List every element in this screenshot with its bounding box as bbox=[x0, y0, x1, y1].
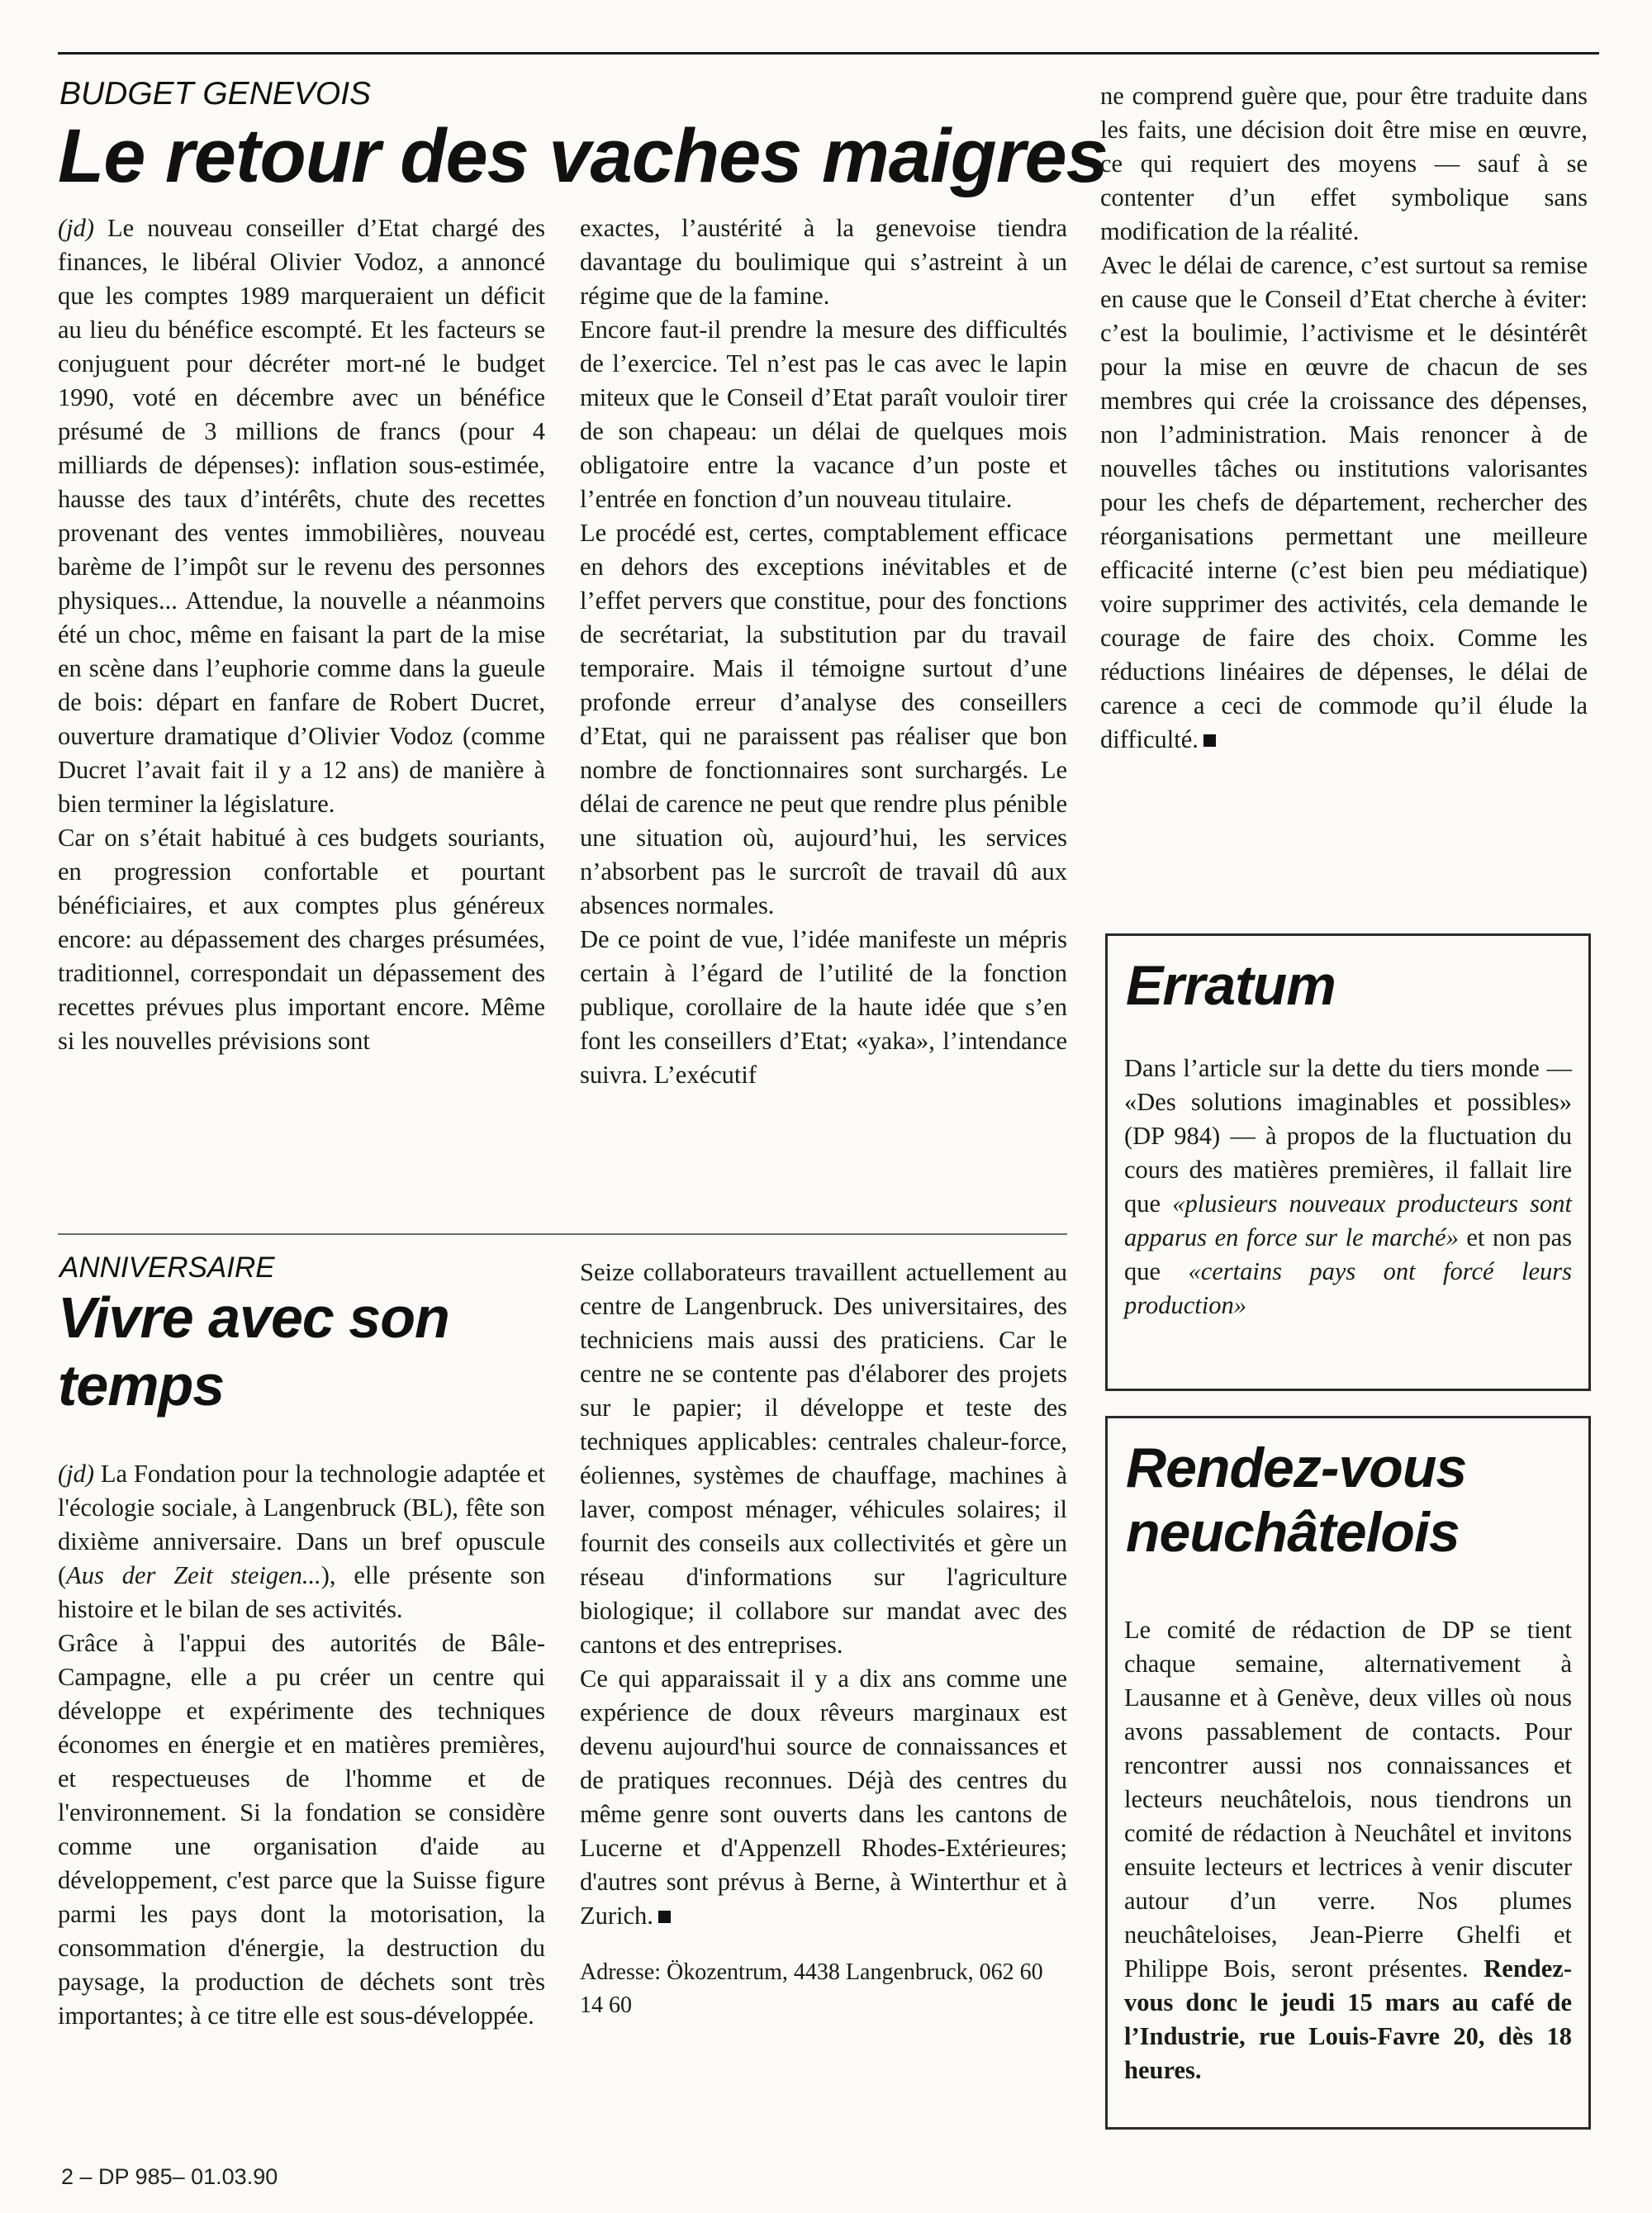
byline: (jd) bbox=[58, 1460, 95, 1488]
event-details: Rendez-vous donc le jeudi 15 mars au café de l’Industrie, rue Louis-Favre 20, dès 18 heures. bbox=[1124, 1954, 1572, 2084]
article1-kicker: BUDGET GENEVOIS bbox=[59, 76, 372, 112]
rendezvous-box bbox=[1105, 1416, 1591, 2130]
article2-column-2 bbox=[580, 1256, 1067, 2022]
paragraph bbox=[1124, 1052, 1572, 1323]
address: Adresse: Ökozentrum, 4438 Langenbruck, 062 60 14 60 bbox=[580, 1959, 1043, 2018]
paragraph bbox=[58, 1457, 545, 1627]
paragraph-text: Dans l’article sur la dette du tiers monde — «Des solutions imaginables et possibles» (DP 984) — à propos de la fluctuation du cours des matières premières, il fallait lire que bbox=[1124, 1054, 1572, 1218]
article2-title-line1: Vivre avec son bbox=[58, 1285, 449, 1350]
quote: «certains pays ont forcé leurs production» bbox=[1124, 1257, 1572, 1319]
paragraph-text: ), elle présente son histoire et le bilan de ses activités. bbox=[58, 1561, 545, 1623]
rendezvous-text bbox=[1124, 1613, 1572, 2087]
paragraph bbox=[1100, 249, 1588, 757]
page-footer: 2 – DP 985– 01.03.90 bbox=[61, 2164, 278, 2189]
paragraph-text: Avec le délai de carence, c’est surtout sa remise en cause que le Conseil d’Etat cherche à éviter: c’est la boulimie, l’activisme et le désintérêt pour la mise en œuvre de chacun de ses membres qui crée la croissance des dépenses, non l’administration. Mais renoncer à de nouvelles tâches ou institutions valorisantes pour les chefs de département, rechercher des réorganisations permettant une meilleure efficacité interne (c’est bien peu médiatique) voire supprimer des activités, cela demande le courage de faire des choix. Comme les réductions linéaires de dépenses, le délai de carence a ceci de commode qu’il élude la difficulté. bbox=[1100, 251, 1588, 753]
book-title: Aus der Zeit steigen... bbox=[66, 1561, 321, 1589]
paragraph bbox=[580, 1662, 1067, 1933]
paragraph: Seize collaborateurs travaillent actuellement au centre de Langenbruck. Des universitaires, des techniciens mais aussi des praticiens. Car le centre ne se contente pas d'élaborer des projets sur le papier; il développe et teste des techniques applicables: centrales chaleur-force, éoliennes, systèmes de chauffage, machines à laver, compost ménager, véhicules solaires; il fournit des conseils aux collectivités et gère un réseau d'informations sur l'agriculture biologique; il collabore sur mandat avec des cantons et des entreprises. bbox=[580, 1258, 1067, 1659]
section-rule bbox=[58, 1233, 1067, 1235]
paragraph-text: La Fondation pour la technologie adaptée et l'écologie sociale, à Langenbruck (BL), fête son dixième anniversaire. Dans un bref opuscule ( bbox=[58, 1460, 545, 1589]
paragraph: Le procédé est, certes, comptablement efficace en dehors des exceptions inévitables et de l’effet pervers que constitue, pour des fonctions de secrétariat, la substitution par du travail temporaire. Mais il témoigne surtout d’une profonde erreur d’analyse des conseillers d’Etat, qui ne paraissent pas réaliser que bon nombre de fonctionnaires sont surchargés. Le délai de carence ne peut que rendre plus pénible une situation où, aujourd’hui, les services n’absorbent pas le surcroît de travail dû aux absences normales. bbox=[580, 519, 1067, 919]
article2-kicker: ANNIVERSAIRE bbox=[59, 1251, 275, 1284]
paragraph: Grâce à l'appui des autorités de Bâle-Campagne, elle a pu créer un centre qui développe et expérimente des techniques économes en énergie et en matières premières, et respectueuses de l'homme et de l'environnement. Si la fondation se considère comme une organisation d'aide au développement, c'est parce que la Suisse figure parmi les pays dont la motorisation, la consommation d'énergie, la destruction du paysage, la production de déchets sont très importantes; à ce titre elle est sous-développée. bbox=[58, 1629, 545, 2030]
erratum-box bbox=[1105, 933, 1591, 1391]
article2-column-1 bbox=[58, 1457, 545, 2033]
article2-title-line2: temps bbox=[58, 1353, 225, 1418]
rendezvous-title-line1: Rendez-vous bbox=[1126, 1437, 1467, 1499]
erratum-text bbox=[1124, 1052, 1572, 1323]
end-mark-icon bbox=[1203, 734, 1216, 747]
quote: «plusieurs nouveaux producteurs sont apparus en force sur le marché» bbox=[1124, 1190, 1572, 1251]
paragraph bbox=[1124, 1613, 1572, 2087]
paragraph: Encore faut-il prendre la mesure des difficultés de l’exercice. Tel n’est pas le cas avec le lapin miteux que le Conseil d’Etat paraît vouloir tirer de son chapeau: un délai de quelques mois obligatoire entre la vacance d’un poste et l’entrée en fonction d’un nouveau titulaire. bbox=[580, 316, 1067, 513]
article1-column-3 bbox=[1100, 79, 1588, 757]
paragraph-text: Le nouveau conseiller d’Etat chargé des finances, le libéral Olivier Vodoz, a annoncé que les comptes 1989 marqueraient un déficit au lieu du bénéfice escompté. Et les facteurs se conjuguent pour décréter mort-né le budget 1990, voté en décembre avec un bénéfice présumé de 3 millions de francs (pour 4 milliards de dépenses): inflation sous-estimée, hausse des taux d’intérêts, chute des recettes provenant des ventes immobilières, nouveau barème de l’impôt sur le revenu des personnes physiques... Attendue, la nouvelle a néanmoins été un choc, même en faisant la part de la mise en scène dans l’euphorie comme dans la gueule de bois: départ en fanfare de Robert Ducret, ouverture dramatique d’Olivier Vodoz (comme Ducret l’avait fait il y a 12 ans) de manière à bien terminer la législature. bbox=[58, 214, 545, 818]
paragraph: exactes, l’austérité à la genevoise tiendra davantage du boulimique qui s’astreint à un régime que de la famine. bbox=[580, 214, 1067, 310]
paragraph: ne comprend guère que, pour être traduite dans les faits, une décision doit être mise en œuvre, ce qui requiert des moyens — sauf à se contenter d’un effet symbolique sans modification de la réalité. bbox=[1100, 82, 1588, 245]
erratum-title: Erratum bbox=[1126, 954, 1336, 1017]
paragraph: De ce point de vue, l’idée manifeste un mépris certain à l’égard de l’utilité de la fonction publique, corollaire de la haute idée que s’en font les conseillers d’Etat; «yaka», l’intendance suivra. L’exécutif bbox=[580, 925, 1067, 1089]
article1-title: Le retour des vaches maigres bbox=[58, 114, 1108, 198]
top-rule bbox=[58, 52, 1599, 55]
paragraph-text: Ce qui apparaissait il y a dix ans comme une expérience de doux rêveurs marginaux est devenu aujourd'hui source de connaissances et de pratiques reconnues. Déjà des centres du même genre sont ouverts dans les cantons de Lucerne et d'Appenzell Rhodes-Extérieures; d'autres sont prévus à Berne, à Winterthur et à Zurich. bbox=[580, 1664, 1067, 1930]
end-mark-icon bbox=[658, 1911, 671, 1923]
paragraph-text: Le comité de rédaction de DP se tient chaque semaine, alternativement à Lausanne et à Genève, deux villes où nous avons passablement de contacts. Pour rencontrer aussi nos connaissances et lecteurs neuchâtelois, nous tiendrons un comité de rédaction à Neuchâtel et invitons ensuite lecteurs et lectrices à venir discuter autour d’un verre. Nos plumes neuchâteloises, Jean-Pierre Ghelfi et Philippe Bois, seront présentes. bbox=[1124, 1616, 1572, 1983]
paragraph: Car on s’était habitué à ces budgets souriants, en progression confortable et pourtant bénéficiaires, et aux comptes plus généreux encore: au dépassement des charges présumées, traditionnel, correspondait un dépassement des recettes prévues plus important encore. Même si les nouvelles prévisions sont bbox=[58, 824, 545, 1055]
rendezvous-title-line2: neuchâtelois bbox=[1126, 1501, 1460, 1564]
paragraph bbox=[58, 211, 545, 821]
byline: (jd) bbox=[58, 214, 95, 242]
article1-column-2 bbox=[580, 211, 1067, 1092]
paragraph-text: et non pas que bbox=[1124, 1223, 1572, 1285]
article1-column-1 bbox=[58, 211, 545, 1058]
